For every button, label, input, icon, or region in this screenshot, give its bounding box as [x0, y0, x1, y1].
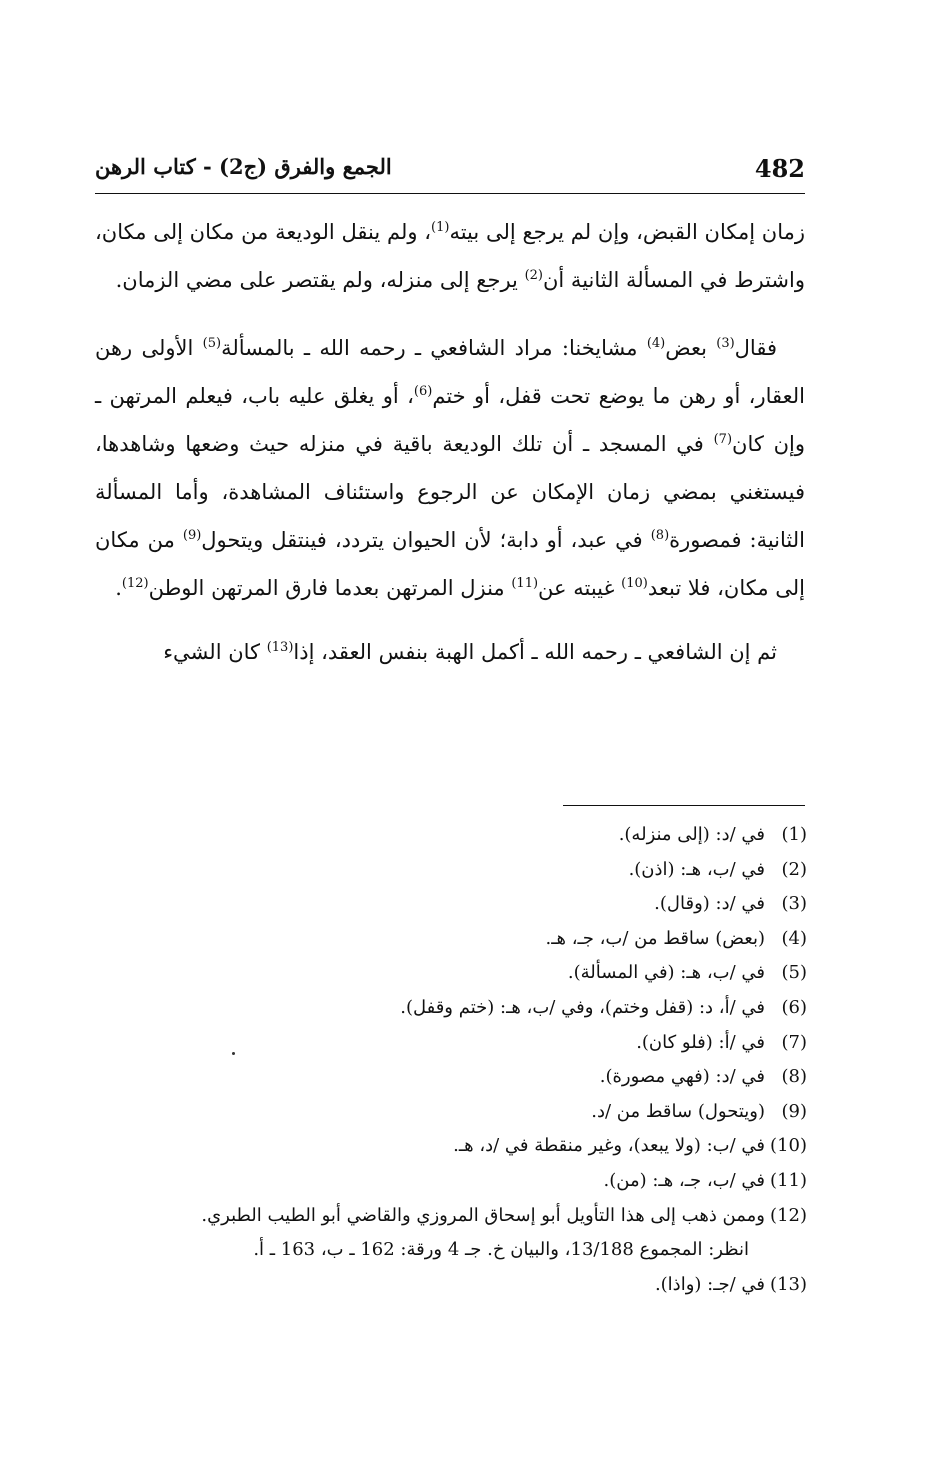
footnote-number: (6) [781, 996, 807, 1018]
text-run: . [115, 576, 122, 600]
footnote-number: (8) [781, 1066, 807, 1088]
footnote [95, 1164, 807, 1199]
text-run: ثم إن الشافعي ـ رحمه الله ـ أكمل الهبة بنفس العقد، إذا [293, 640, 777, 664]
print-speck [232, 1052, 235, 1055]
footnote-text: في /أ: (فلو كان). [636, 1031, 765, 1053]
footnote-marker: (2) [524, 268, 543, 283]
text-run: من مكان إلى مكان، فلا تبعد [95, 528, 805, 600]
footnote-marker: (4) [646, 336, 666, 351]
footnote-number: (3) [781, 893, 807, 915]
paragraph-2 [95, 324, 805, 612]
text-run: في المسجد ـ أن تلك الوديعة باقية في منزله حيث وضعها وشاهدها، فيستغني بمضي زمان الإمكان عن الرجوع واستئناف المشاهدة، وأما المسألة الثانية: فمصورة [95, 432, 805, 552]
footnote-number: (1) [781, 824, 807, 845]
page-number: 482 [754, 154, 805, 183]
footnote-marker: (10) [621, 576, 648, 591]
running-title: الجمع والفرق (ج2) - كتاب الرهن [95, 154, 392, 179]
footnote-text: (ويتحول) ساقط من /د. [591, 1100, 765, 1122]
text-run: زمان إمكان القبض، وإن لم يرجع إلى بيته [449, 220, 805, 244]
footnote [95, 1095, 807, 1130]
text-run: الأولى رهن العقار، أو رهن ما يوضع تحت قفل، أو ختم [95, 336, 805, 408]
footnote-marker: (6) [413, 384, 433, 399]
page-header [95, 150, 805, 190]
footnote-text: في /أ، د: (قفل وختم)، وفي /ب، هـ: (ختم وقفل). [400, 996, 765, 1018]
footnote-text: في /ب: (ولا يبعد)، وغير منقطة في /د، هـ. [453, 1135, 765, 1157]
footnote-marker: (8) [650, 528, 670, 543]
footnote-marker: (7) [713, 432, 733, 447]
footnote [95, 1129, 807, 1164]
footnote [95, 1199, 807, 1234]
footnote-text: في /د: (إلى منزله). [618, 824, 765, 845]
footnote [95, 887, 807, 922]
footnote-marker: (9) [182, 528, 202, 543]
footnote [95, 956, 807, 991]
header-rule [95, 193, 805, 194]
footnote-number: (11) [770, 1169, 807, 1191]
footnote [95, 853, 807, 888]
footnote-text: في /جـ: (واذا). [654, 1273, 765, 1295]
text-run: مشايخنا: مراد الشافعي ـ رحمه الله ـ بالمسألة [221, 336, 647, 360]
footnote-text: وممن ذهب إلى هذا التأويل أبو إسحاق المروزي والقاضي أبو الطيب الطبري. [201, 1204, 765, 1226]
paragraph-3 [95, 628, 805, 676]
footnote-continuation: انظر: المجموع 13/188، والبيان خ. جـ 4 ورقة: 162 ـ ب، 163 ـ أ. [253, 1239, 749, 1261]
footnote [95, 991, 807, 1026]
footnote-number: (10) [770, 1135, 807, 1157]
footnote-marker: (11) [511, 576, 539, 591]
footnote-number: (7) [781, 1031, 807, 1053]
footnote-text: في /د: (وقال). [654, 893, 765, 915]
text-run: بعض [665, 336, 717, 360]
footnote [95, 818, 807, 853]
text-run: ، أو يغلق عليه باب، فيعلم المرتهن ـ وإن كان [95, 384, 805, 456]
text-run: ، ولم ينقل الوديعة من مكان إلى مكان، واشترط في المسألة الثانية أن [95, 220, 805, 292]
footnote-marker: (12) [121, 576, 149, 591]
footnote-text: في /ب، هـ: (في المسألة). [567, 962, 765, 984]
footnote-number: (13) [770, 1273, 807, 1295]
footnote-text: في /ب، هـ: (اذن). [628, 858, 765, 880]
paragraph-1 [95, 208, 805, 304]
footnote-marker: (5) [202, 336, 222, 351]
text-run: منزل المرتهن بعدما فارق المرتهن الوطن [148, 576, 512, 600]
footnote [95, 1268, 807, 1303]
footnote-number: (5) [781, 962, 807, 984]
footnote-marker: (3) [716, 336, 735, 351]
footnote-marker: (13) [266, 640, 294, 655]
text-run: يرجع إلى منزله، ولم يقتصر على مضي الزمان. [115, 268, 525, 292]
text-run: غيبته عن [538, 576, 622, 600]
footnote-text: في /ب، جـ، هـ: (من). [603, 1169, 765, 1191]
footnote [95, 1026, 807, 1061]
footnote-number: (2) [781, 858, 807, 880]
footnote [95, 922, 807, 957]
footnotes [95, 818, 807, 1302]
footnote-number: (12) [770, 1204, 807, 1226]
main-text [95, 208, 805, 676]
footnote-marker: (1) [431, 220, 450, 235]
text-run: كان الشيء [163, 640, 267, 664]
footnote [95, 1060, 807, 1095]
footnote-number: (4) [781, 927, 807, 949]
footnote-text: في /د: (فهي مصورة). [599, 1066, 765, 1088]
text-run: في عبد، أو دابة؛ لأن الحيوان يتردد، فينتقل ويتحول [201, 528, 651, 552]
footnote-separator [563, 805, 805, 806]
footnote-number: (9) [781, 1100, 807, 1122]
text-run: فقال [734, 336, 777, 360]
footnote-text: (بعض) ساقط من /ب، جـ، هـ. [545, 927, 765, 949]
